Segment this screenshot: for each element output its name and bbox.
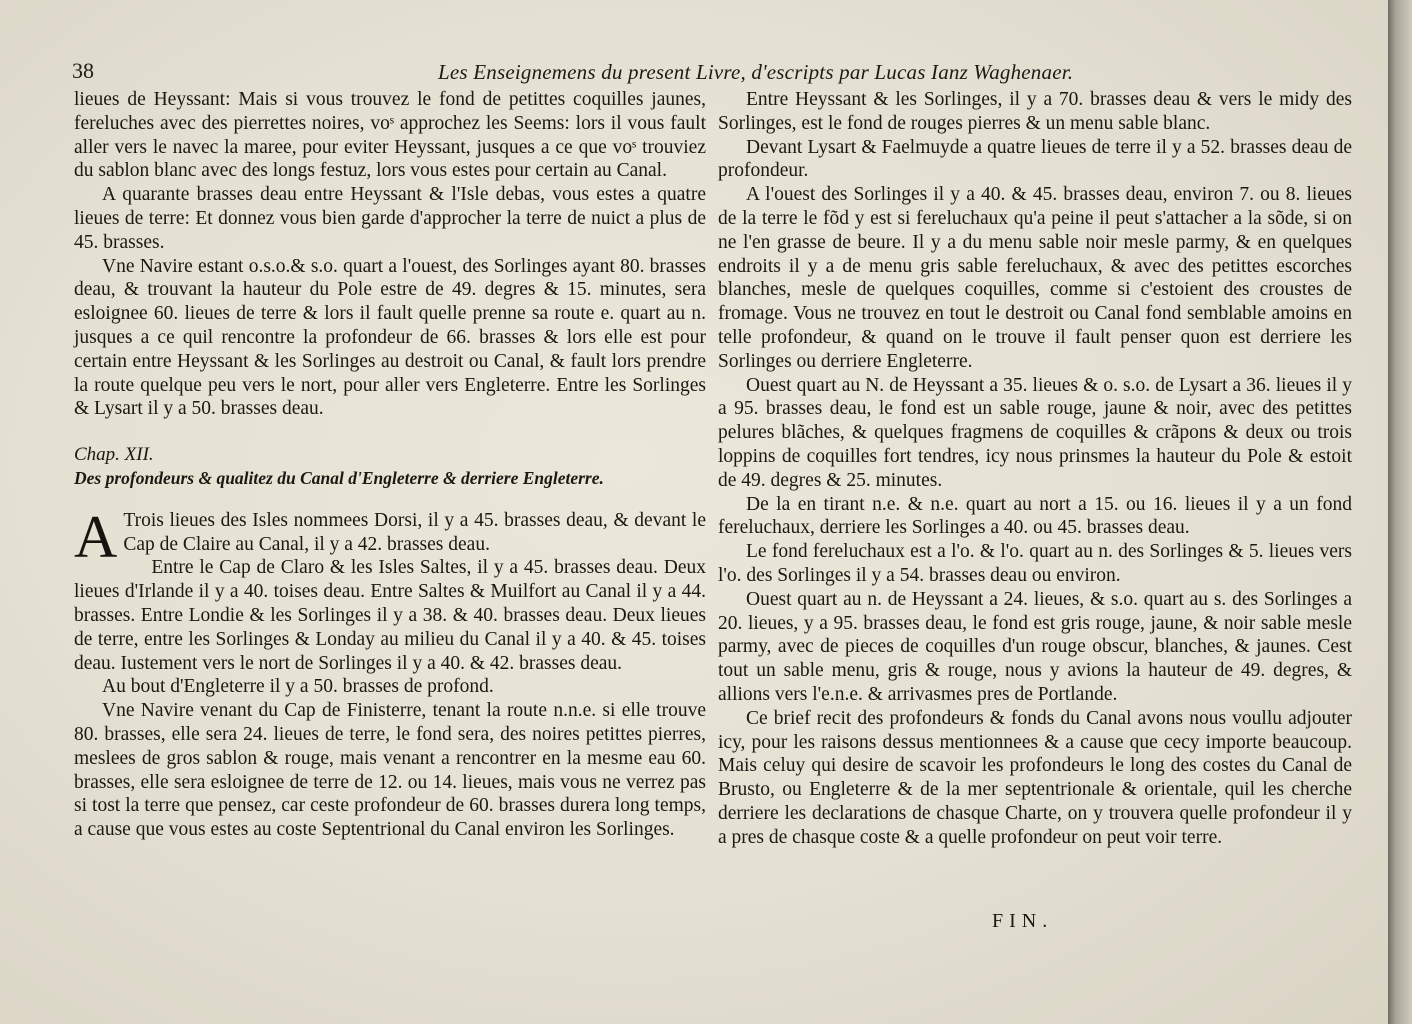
chapter-title: Chap. XII. — [74, 444, 154, 466]
paragraph: Ouest quart au N. de Heyssant a 35. lieues & o. s.o. de Lysart a 36. lieues il y a 95. brasses deau, le fond est un sable rouge, jaune & noir, avec des petittes pelures blãches, & quelques fragmens de coquilles & crãpons & deux ou trois loppins de coquilles fort tendres, icy nous prinsmes la hauteur du Pole & estoit de 49. degres & 25. minutes. — [718, 374, 1352, 491]
paragraph: A quarante brasses deau entre Heyssant & l'Isle debas, vous estes a quatre lieues de terre: Et donnez vous bien garde d'approcher la terre de nuict a plus de 45. brasses. — [74, 184, 706, 253]
running-title: Les Enseignemens du present Livre, d'escripts par Lucas Ianz Waghenaer. — [438, 60, 1074, 84]
paragraph: Entre Heyssant & les Sorlinges, il y a 70. brasses deau & vers le midy des Sorlinges, est le fond de rouges pierres & un menu sable blanc. — [718, 89, 1352, 134]
page-number: 38 — [72, 58, 94, 83]
paragraph: Le fond fereluchaux est a l'o. & l'o. quart au n. des Sorlinges & 5. lieues vers l'o. des Sorlinges il y a 54. brasses deau ou environ. — [718, 541, 1352, 586]
chapter-subtitle: Des profondeurs & qualitez du Canal d'Engleterre & derriere Engleterre. — [74, 467, 604, 488]
drop-cap: A — [74, 503, 118, 570]
paragraph: Ouest quart au n. de Heyssant a 24. lieues, & s.o. quart au s. des Sorlinges a 20. lieues, y a 95. brasses deau, le fond est gris rouge, jaune, & noir sable mesle parmy, avec de pieces de coquilles d'un rouge obscur, blanches, & jaunes. Cest tout un sable menu, gris & rouge, nous y avions la hauteur de 49. degres, & allions vers l'e.n.e. & arrivasmes pres de Portlande. — [718, 588, 1352, 705]
paragraph: Entre le Cap de Claro & les Isles Saltes, il y a 45. brasses deau. Deux lieues d'Irlande il y a 40. toises deau. Entre Saltes & Muilfort au Canal il y a 44. brasses. Entre Londie & les Sorlinges il y a 38. & 40. brasses deau. Deux lieues de terre, entre les Sorlinges & Londay au milieu du Canal il y a 40. & 45. toises deau. Iustement vers le nort de Sorlinges il y a 40. & 42. brasses deau. — [74, 557, 706, 674]
paragraph-with-drop-cap — [74, 503, 706, 570]
paragraph-text: Trois lieues des Isles nommees Dorsi, il y a 45. brasses deau, & devant le Cap de Claire au Canal, il y a 42. brasses deau. — [123, 509, 706, 555]
paragraph: Vne Navire estant o.s.o.& s.o. quart a l'ouest, des Sorlinges ayant 80. brasses deau, & trouvant la hauteur du Pole estre de 49. degres & 15. minutes, sera esloignee 60. lieues de terre & lors il fault quelle prenne sa route e. quart au n. jusques a ce quil rencontre la profondeur de 66. brasses & lors elle est pour certain entre Heyssant & les Sorlinges au destroit ou Canal, & fault lors prendre la route quelque peu vers le nort, pour aller vers Engleterre. Entre les Sorlinges & Lysart il y a 50. brasses deau. — [74, 255, 706, 420]
paragraph: Ce brief recit des profondeurs & fonds du Canal avons nous voullu adjouter icy, pour les raisons dessus mentionnees & a cause que cecy importe beaucoup. Mais celuy qui desire de scavoir les profondeurs le long des costes du Canal de Brusto, ou Engleterre & de la mer septentrionale & orientale, quil les cherche derriere les declarations de chasque Charte, on y trouvera quelle profondeur il y a pres de chasque coste & a quelle profondeur on peut voir terre. — [718, 707, 1352, 848]
right-column — [718, 88, 1352, 850]
paragraph: Au bout d'Engleterre il y a 50. brasses de profond. — [102, 676, 494, 698]
book-binding-edge — [1388, 0, 1412, 1024]
left-column — [74, 88, 706, 842]
paragraph: A l'ouest des Sorlinges il y a 40. & 45. brasses deau, environ 7. ou 8. lieues de la terre le fõd y est si fereluchaux qu'a peine il peut s'attacher a la sõde, si on ne l'en grasse de beure. Il y a du menu sable noir mesle parmy, & en quelques endroits il y a de menu gris sable fereluchaux, & avec des petittes escorches blanches, mesle de quelques coquilles, comme si c'estoient des croustes de fromage. Vous ne trouvez en tout le destroit ou Canal fond semblable amoins en telle profondeur, & quand on le trouve il fault penser quon est derriere les Sorlinges ou derriere Engleterre. — [718, 184, 1352, 372]
page-header — [72, 58, 1372, 92]
paragraph: Vne Navire venant du Cap de Finisterre, tenant la route n.n.e. si elle trouve 80. brasses, elle sera 24. lieues de terre, le fond sera, des noires petittes pierres, meslees de gros sablon & rouge, mais venant a rencontrer en la mesme eau 60. brasses, elle sera esloignee de terre de 12. ou 14. lieues, mais vous ne verrez pas si tost la terre que pensez, car ceste profondeur de 60. brasses durera long temps, a cause que vous estes au coste Septentrional du Canal environ les Sorlinges. — [74, 700, 706, 841]
paragraph: Devant Lysart & Faelmuyde a quatre lieues de terre il y a 52. brasses deau de profondeur. — [718, 136, 1352, 182]
paragraph: De la en tirant n.e. & n.e. quart au nort a 15. ou 16. lieues il y a un fond fereluchaux, derriere les Sorlinges a 40. ou 45. brasses deau. — [718, 493, 1352, 539]
fin-mark: FIN. — [992, 910, 1054, 932]
paragraph: lieues de Heyssant: Mais si vous trouvez le fond de petittes coquilles jaunes, fereluches avec des pierrettes noires, voˢ approchez les Seems: lors il vous fault aller vers le navec la maree, pour eviter Heyssant, jusques a ce que voˢ trouviez du sablon blanc avec des longs festuz, lors vous estes pour certain au Canal. — [74, 89, 706, 182]
